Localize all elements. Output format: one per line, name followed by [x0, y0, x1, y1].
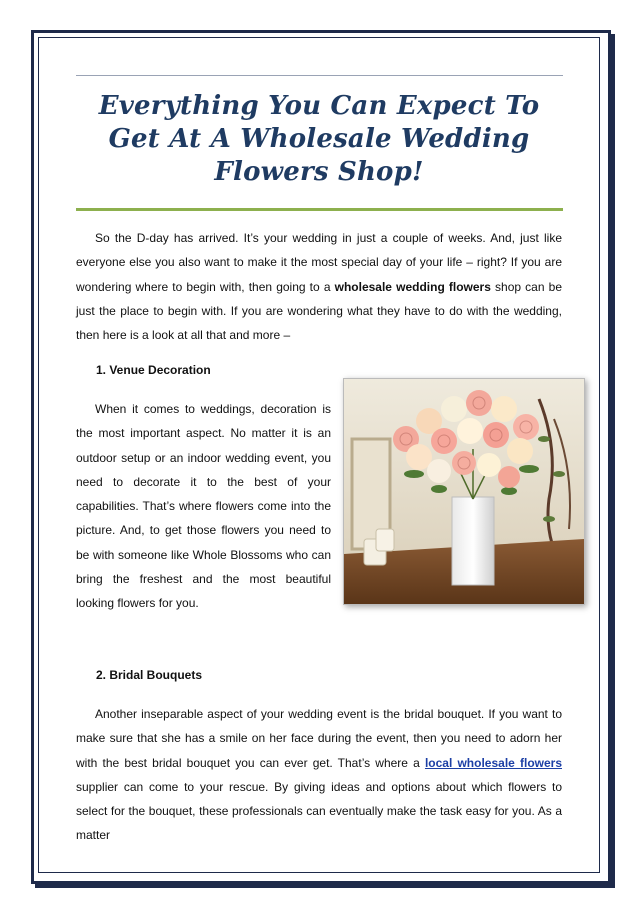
top-divider: [76, 75, 563, 76]
intro-bold-keyword: wholesale wedding flowers: [334, 279, 491, 294]
venue-paragraph: [76, 397, 331, 616]
bouquets-paragraph: [76, 702, 562, 848]
roses-in-vase-photo: [343, 378, 585, 605]
bouquets-text-2: supplier can come to your rescue. By giving ideas and options about which flowers to select for the bouquet, these professionals can eventually make the task easy for you. As a matter: [76, 779, 562, 843]
section-heading-venue: 1. Venue Decoration: [96, 363, 211, 377]
intro-text-2: shop can be just the place to begin with. If you are wondering what they have to do with the wedding, then here is a look at all that and more –: [76, 279, 562, 343]
venue-text: When it comes to weddings, decoration is the most important aspect. No matter it is an outdoor setup or an indoor wedding event, you need to decorate it to the best of your capabilities. That’s where flowers come into the picture. And, to get those flowers you need to be with someone like Whole Blossoms who can bring the freshest and the most beautiful looking flowers for you.: [76, 402, 331, 611]
section-heading-bouquets: 2. Bridal Bouquets: [96, 668, 203, 682]
local-wholesale-flowers-link[interactable]: local wholesale flowers: [424, 755, 562, 770]
intro-text-1: So the D-day has arrived. It’s your wedding in just a couple of weeks. And, just like everyone else you also want to make it the most special day of your life – right? If you are wondering where to begin with, then going to a: [76, 231, 562, 294]
intro-paragraph: [76, 226, 562, 347]
title-underline: [76, 208, 563, 211]
page-title: Everything You Can Expect To Get At A Wholesale Wedding Flowers Shop!: [98, 91, 540, 187]
bouquets-text-1: Another inseparable aspect of your wedding event is the bridal bouquet. If you want to make sure that she has a smile on her face during the event, then you need to adorn her with the best bridal bouquet you can ever get. That’s where a: [76, 707, 562, 770]
